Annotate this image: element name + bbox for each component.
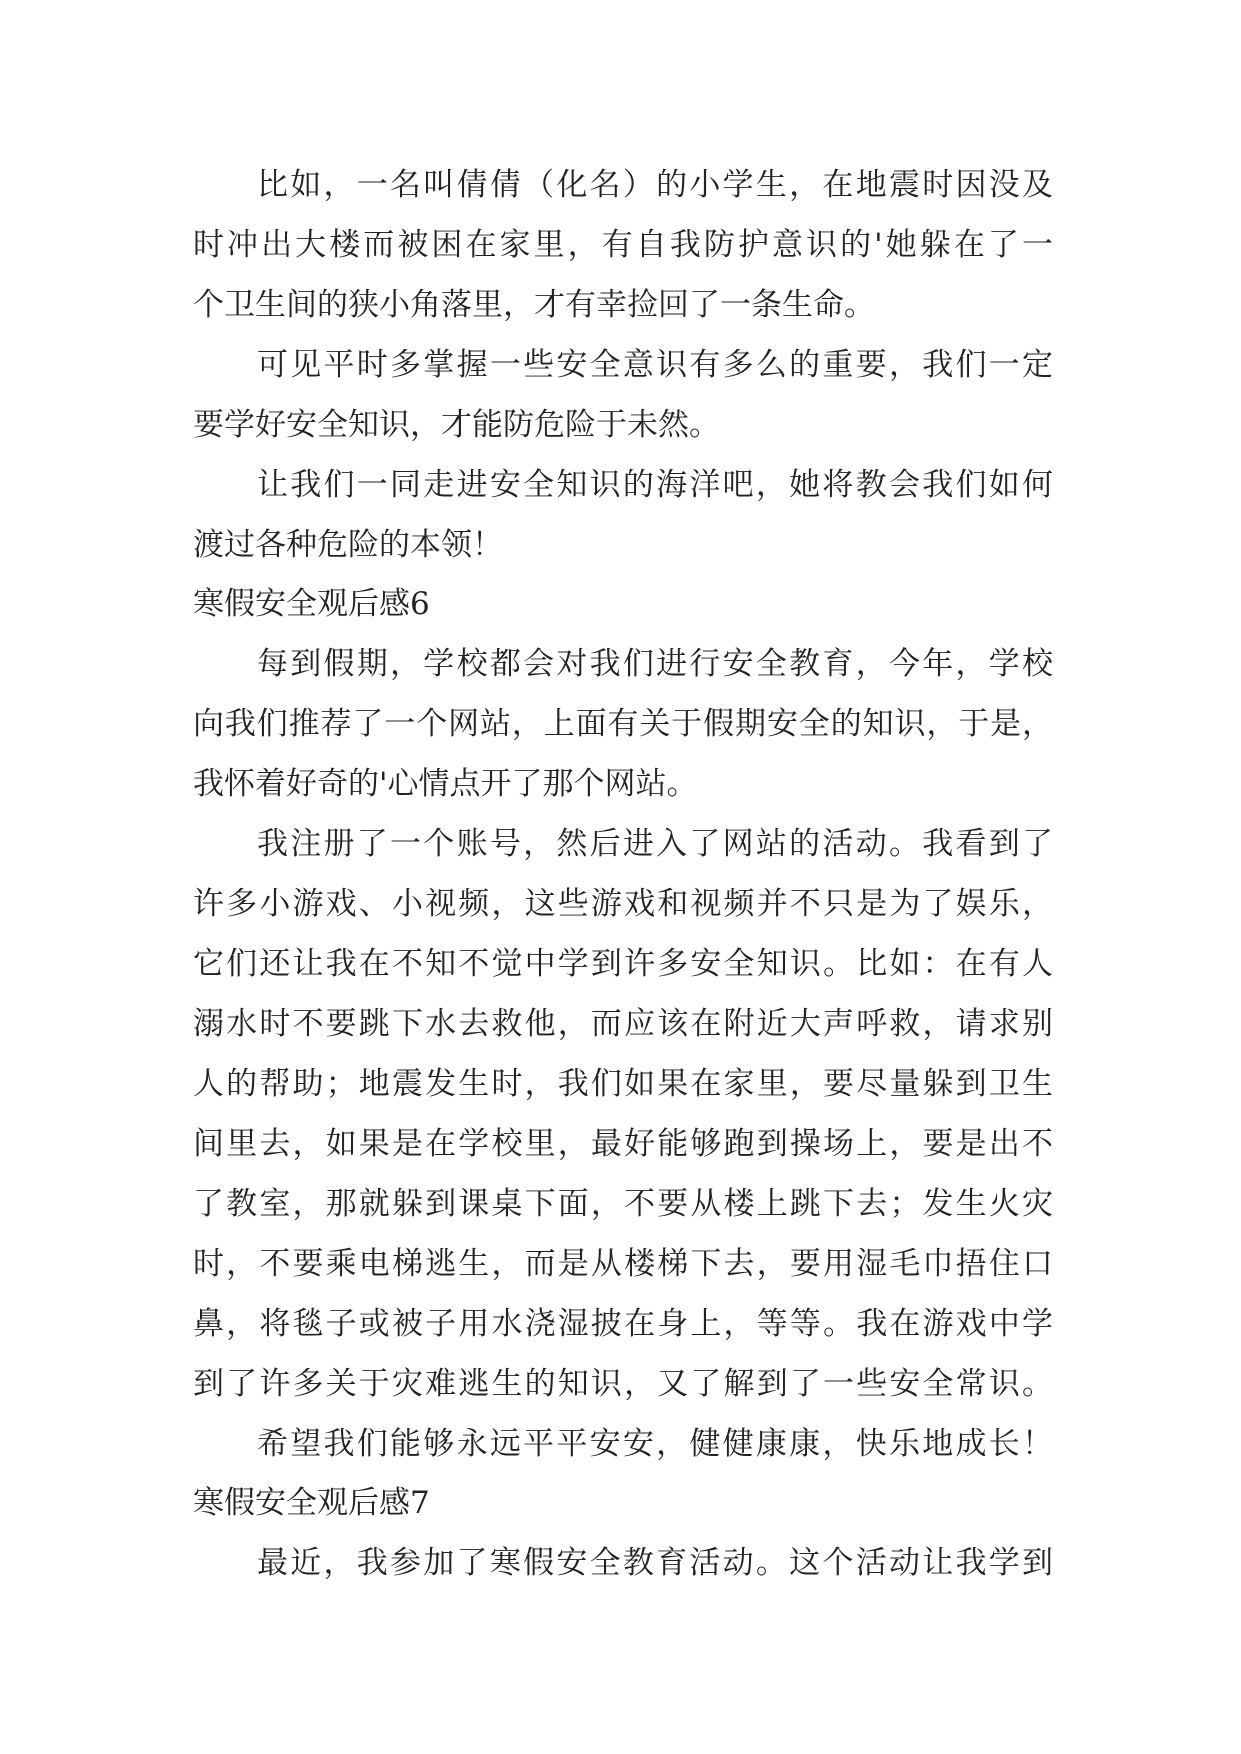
paragraph-line: 许多小游戏、小视频，这些游戏和视频并不只是为了娱乐， <box>193 886 1053 922</box>
paragraph-line: 它们还让我在不知不觉中学到许多安全知识。比如：在有人 <box>193 946 1053 982</box>
paragraph-line: 最近，我参加了寒假安全教育活动。这个活动让我学到 <box>257 1545 1053 1581</box>
paragraph-line: 要学好安全知识，才能防危险于未然。 <box>193 407 720 443</box>
paragraph-line: 希望我们能够永远平平安安，健健康康，快乐地成长！ <box>257 1426 1053 1462</box>
section-heading: 寒假安全观后感6 <box>193 586 430 622</box>
paragraph-line: 个卫生间的狭小角落里，才有幸捡回了一条生命。 <box>193 287 875 323</box>
paragraph-line: 间里去，如果是在学校里，最好能够跑到操场上，要是出不 <box>193 1126 1053 1162</box>
paragraph-line: 比如，一名叫倩倩（化名）的小学生，在地震时因没及 <box>257 167 1053 203</box>
paragraph-line: 向我们推荐了一个网站，上面有关于假期安全的知识，于是， <box>193 706 1053 742</box>
paragraph-line: 鼻，将毯子或被子用水浇湿披在身上，等等。我在游戏中学 <box>193 1306 1053 1342</box>
paragraph-line: 可见平时多掌握一些安全意识有多么的重要，我们一定 <box>257 347 1053 383</box>
paragraph-line: 溺水时不要跳下水去救他，而应该在附近大声呼救，请求别 <box>193 1006 1053 1042</box>
paragraph-line: 到了许多关于灾难逃生的知识，又了解到了一些安全常识。 <box>193 1366 1053 1402</box>
section-heading: 寒假安全观后感7 <box>193 1485 430 1521</box>
paragraph-line: 每到假期，学校都会对我们进行安全教育，今年，学校 <box>257 646 1053 682</box>
paragraph-line: 渡过各种危险的本领！ <box>193 527 503 563</box>
paragraph-line: 我怀着好奇的'心情点开了那个网站。 <box>193 766 698 802</box>
paragraph-line: 让我们一同走进安全知识的海洋吧，她将教会我们如何 <box>257 467 1053 503</box>
paragraph-line: 时冲出大楼而被困在家里，有自我防护意识的'她躲在了一 <box>193 227 1053 263</box>
paragraph-line: 了教室，那就躲到课桌下面，不要从楼上跳下去；发生火灾 <box>193 1186 1053 1222</box>
paragraph-line: 我注册了一个账号，然后进入了网站的活动。我看到了 <box>257 826 1053 862</box>
paragraph-line: 时，不要乘电梯逃生，而是从楼梯下去，要用湿毛巾捂住口 <box>193 1246 1053 1282</box>
paragraph-line: 人的帮助；地震发生时，我们如果在家里，要尽量躲到卫生 <box>193 1066 1053 1102</box>
